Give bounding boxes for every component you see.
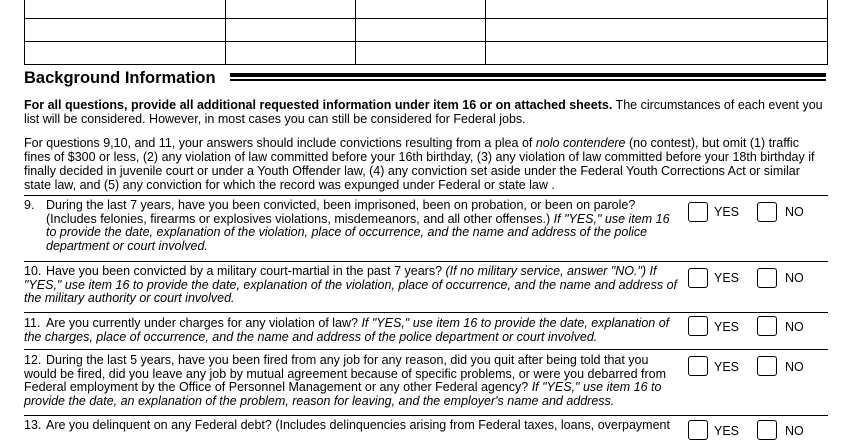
question-text: During the last 7 years, have you been convicted, been imprisoned, been on probation, or been on parole? xyxy=(46,198,636,212)
question-number: 13. xyxy=(24,418,42,432)
no-label: NO xyxy=(785,424,804,438)
question-text: During the last 5 years, have you been fired from any job for any reason, did you quit after being told that you would be fired, did you leave any job by mutual agreement because of specific problems, or were you debarred from Federal employment by the Office of Personnel Management or any other Federal agency? xyxy=(24,353,667,395)
section-title: Background Information xyxy=(24,69,216,87)
table-divider xyxy=(225,0,226,64)
question-number: 10. xyxy=(24,264,42,278)
no-checkbox-q13[interactable] xyxy=(757,420,777,440)
yes-checkbox-q13[interactable] xyxy=(688,420,708,440)
question-number: 12. xyxy=(24,353,42,367)
yes-label: YES xyxy=(714,360,740,374)
yes-checkbox-q12[interactable] xyxy=(688,356,708,376)
note-part2: (no contest), but omit (1) traffic fines of $300 or less, (2) any violation of law committed before your 16th birthday, (3) any violation of law committed before your 18th birthday if finally decided in juvenile court or under a Youth Offender law, (4) any conviction set aside under the Federal Youth Corrections Act or similar state law, and (5) any conviction for which the record was expunged under Federal or state law . xyxy=(24,136,815,192)
convictions-note xyxy=(24,136,824,192)
intro-paragraph xyxy=(24,98,824,126)
question-instruction: (If no military service, answer "NO.") If "YES," use item 16 to provide the date, explanation of the violation, place of occurrence, and the name and address of the military authority or court involved. xyxy=(24,264,678,306)
yes-label: YES xyxy=(714,320,740,334)
no-label: NO xyxy=(785,271,804,285)
question-12 xyxy=(24,354,680,408)
divider xyxy=(24,415,828,416)
no-label: NO xyxy=(785,360,804,374)
question-number: 9. xyxy=(24,198,35,212)
question-instruction: If "YES," use item 16 to provide the date, explanation of the charges, place of occurrence, and the name and address of the police department or court involved. xyxy=(24,316,670,344)
divider xyxy=(24,349,828,350)
table-divider xyxy=(355,0,356,64)
yes-label: YES xyxy=(714,424,740,438)
employment-table xyxy=(24,0,828,65)
no-label: NO xyxy=(785,320,804,334)
question-instruction: If "YES," use item 16 to provide the date, an explanation of the problem, reason for leaving, and the employer's name and address. xyxy=(24,380,662,408)
question-9 xyxy=(24,199,680,253)
no-checkbox-q9[interactable] xyxy=(757,202,777,222)
divider xyxy=(24,312,828,313)
question-13 xyxy=(24,419,680,433)
intro-rest: The circumstances of each event you list will be considered. However, in most cases you can still be considered for Federal jobs. xyxy=(24,98,823,126)
question-text: Are you currently under charges for any violation of law? xyxy=(46,316,362,330)
no-label: NO xyxy=(785,205,804,219)
question-instruction: If "YES," use item 16 to provide the date, explanation of the violation, place of occurrence, and the name and address of the police department or court involved. xyxy=(46,211,670,253)
yes-checkbox-q11[interactable] xyxy=(688,316,708,336)
section-rule xyxy=(230,73,826,77)
question-10 xyxy=(24,265,680,306)
question-text: Have you been convicted by a military court-martial in the past 7 years? xyxy=(46,264,446,278)
table-row-divider xyxy=(25,41,827,42)
question-number: 11. xyxy=(24,316,41,330)
yes-checkbox-q10[interactable] xyxy=(688,268,708,288)
divider xyxy=(24,195,828,196)
yes-checkbox-q9[interactable] xyxy=(688,202,708,222)
question-11 xyxy=(24,317,680,344)
question-text: (Includes felonies, firearms or explosives violations, misdemeanors, and all other offenses.) xyxy=(46,211,554,226)
no-checkbox-q12[interactable] xyxy=(757,356,777,376)
yes-label: YES xyxy=(714,205,740,219)
no-checkbox-q10[interactable] xyxy=(757,268,777,288)
divider xyxy=(24,261,828,262)
note-italic: nolo contendere xyxy=(535,136,626,150)
no-checkbox-q11[interactable] xyxy=(757,316,777,336)
table-row-divider xyxy=(25,18,827,19)
yes-label: YES xyxy=(714,271,740,285)
question-text: Are you delinquent on any Federal debt? (Includes delinquencies arising from Federal taxes, loans, overpayment xyxy=(46,418,670,432)
table-divider xyxy=(485,0,486,64)
section-rule xyxy=(230,79,826,81)
intro-bold: For all questions, provide all additional requested information under item 16 or on attached sheets. xyxy=(24,98,613,112)
note-part1: For questions 9,10, and 11, your answers should include convictions resulting from a plea of xyxy=(24,136,536,150)
